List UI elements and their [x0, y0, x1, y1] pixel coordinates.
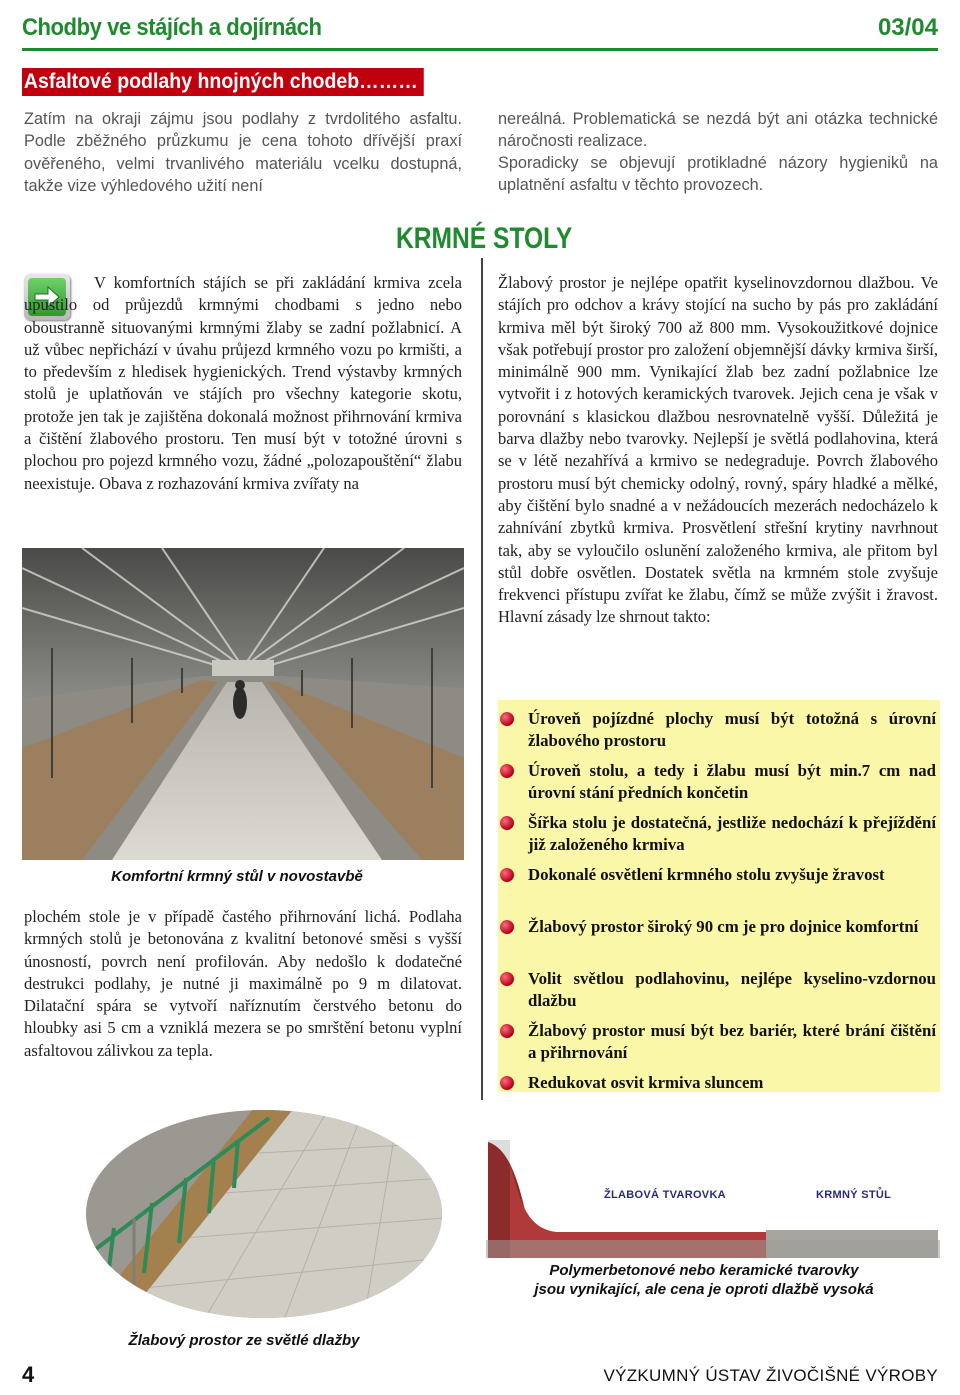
bullet-icon	[500, 1076, 514, 1090]
bullet-icon	[500, 1024, 514, 1038]
footer-organization: VÝZKUMNÝ ÚSTAV ŽIVOČIŠNÉ VÝROBY	[603, 1366, 938, 1385]
bullet-icon	[500, 868, 514, 882]
header-rule	[22, 48, 938, 51]
photo1-caption: Komfortní krmný stůl v novostavbě	[111, 868, 363, 885]
diagram-label-trough: ŽLABOVÁ TVAROVKA	[604, 1189, 726, 1201]
page-header-title: Chodby ve stájích a dojírnách	[22, 14, 322, 41]
bullet-icon	[500, 920, 514, 934]
asphalt-left-paragraph: Zatím na okraji zájmu jsou podlahy z tvrdolitého asfaltu. Podle zběžného průzkumu je cena tohoto dřívější praxí ověřeného, velmi trvanlivého materiálu vcelku dostupná, takže vize výhledového užití není	[24, 110, 462, 195]
bullet-icon	[500, 816, 514, 830]
issue-number: 03/04	[877, 14, 938, 41]
bullet-icon	[500, 764, 514, 778]
feed-tables-right-paragraph: Žlabový prostor je nejlépe opatřit kyselinovzdornou dlažbou. Ve stájích pro odchov a krávy stojící na sucho by pás pro zakládání krmiva měl být široký 700 až 800 mm. Vysokoužitkové dojnice však potřebují prostor pro založení objemnější dávky krmiva širší, minimálně 900 mm. Vynikající žlab bez zadní požlabnice lze vytvořit i z hotových keramických tvarovek. Jejich cena je však v porovnání s klasickou dlažbou nesrovnatelně vyšší. Důležitá je barva dlažby nebo tvarovky. Nejlepší je světlá podlahovina, která se v létě nezahřívá a krmivo se nedegraduje. Povrch žlabového prostoru musí být chemicky odolný, rovný, spáry hladké a mělké, aby čištění bylo snadné a v nežádoucích mezerách nedocházelo k zahnívání zbytků krmiva. Prosvětlení střešní krytiny navrhnout tak, aby se vyloučilo oslunění založeného krmiva, ale přitom byl stůl dobře osvětlen. Dostatek světla na krmném stole zvyšuje frekvenci přístupu zvířat ke žlabu, čímž se může zvýšit i žravost. Hlavní zásady lze shrnout takto:	[498, 273, 938, 627]
section-title-feed-tables: KRMNÉ STOLY	[396, 222, 573, 255]
page-number: 4	[22, 1362, 35, 1387]
column-divider	[481, 258, 483, 1100]
feed-tables-left-paragraph-2: plochém stole je v případě častého přihrnování lichá. Podlaha krmných stolů je betonována z kvalitní betonové směsi s vyšší únosností, povrch není profilován. Aby nedošlo k dodatečné destrukci podlahy, je nutné ji maximálně po 9 m dilatovat. Dilatační spára se vytvoří naříznutím čerstvého betonu do hloubky asi 5 cm a vzniklá mezera se po smrštění betonu vyplní asfaltovou zálivkou za tepla.	[24, 907, 462, 1060]
diagram-caption-line1: Polymerbetonové nebo keramické tvarovky	[549, 1262, 859, 1279]
diagram-label-table: KRMNÝ STŮL	[816, 1189, 892, 1201]
photo2-caption: Žlabový prostor ze světlé dlažby	[128, 1332, 360, 1349]
diagram-caption-line2: jsou vynikající, ale cena je oproti dlažbě vysoká	[534, 1281, 874, 1298]
barn-feed-table-photo	[22, 548, 464, 860]
asphalt-section-banner: Asfaltové podlahy hnojných chodeb………	[22, 68, 423, 96]
bullet-icon	[500, 712, 514, 726]
feed-tables-left-paragraph-1: V komfortních stájích se při zakládání krmiva zcela upustilo od průjezdů krmnými chodbami s jedno nebo oboustranně situovanými krmnými žlaby se zadní požlabnicí. A už vůbec nepřichází v úvahu průjezd krmného vozu po krmišti, a to především z hledisek hygienických. Trend výstavby krmných stolů je uplatňován ve stájích pro všechny kategorie skotu, protože jen tak je zajištěna dokonalá možnost přihrnování krmiva a čištění žlabového prostoru. Ten musí být v totožné úrovni s plochou pro pojezd krmného vozu, žádné „polozapouštění“ žlabu neexistuje. Obava z rozhazování krmiva zvířaty na	[24, 273, 462, 493]
bullet-icon	[500, 972, 514, 986]
light-tile-trough-photo	[84, 1108, 444, 1320]
asphalt-right-paragraph-1: nereálná. Problematická se nezdá být ani otázka technické náročnosti realizace.	[498, 110, 938, 151]
asphalt-right-paragraph-2: Sporadicky se objevují protikladné názory hygieniků na uplatnění asfaltu v těchto provozech.	[498, 154, 938, 195]
principles-box: Úroveň pojízdné plochy musí být totožná s úrovní žlabového prostoru Úroveň stolu, a tedy i žlabu musí být min.7 cm nad úrovní stání předních končetin Šířka stolu je dostatečná, jestliže nedochází k přejíždění již založeného krmiva Dokonalé osvětlení krmného stolu zvyšuje žravost Žlabový prostor široký 90 cm je pro dojnice komfortní Volit světlou podlahovinu, nejlépe kyselino-vzdornou dlažbu Žlabový prostor musí být bez bariér, které brání čištění a přihrnování Redukovat osvit krmiva sluncem	[498, 700, 940, 1092]
